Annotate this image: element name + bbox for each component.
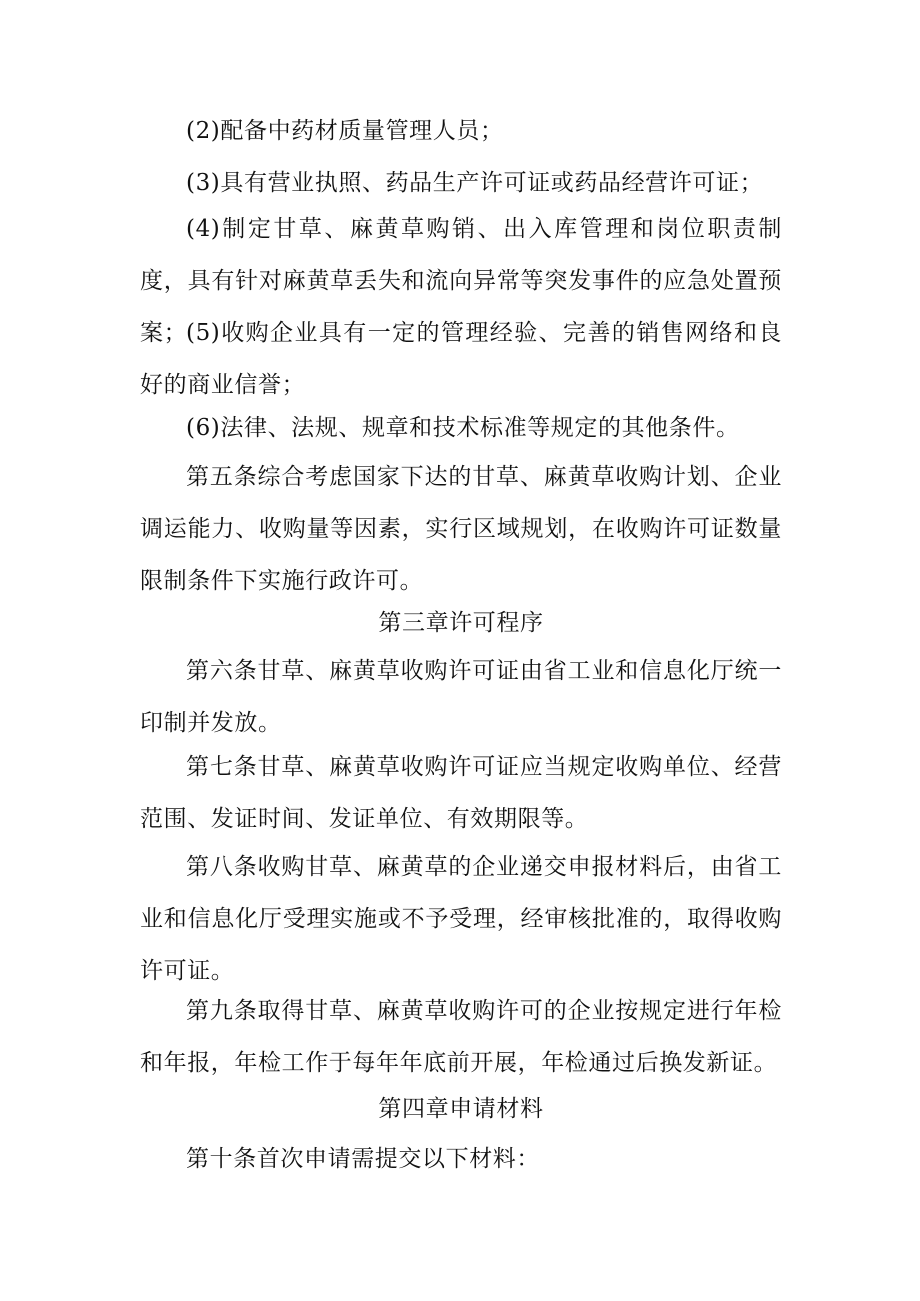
chapter-heading-3: 第三章许可程序 [378, 610, 544, 636]
paragraph-item-2: (2)配备中药材质量管理人员； [186, 118, 504, 144]
paragraph-article-5: 第五条综合考虑国家下达的甘草、麻黄草收购计划、企业调运能力、收购量等因素，实行区域规划，在收购许可证数量限制条件下实施行政许可。 [140, 464, 782, 594]
paragraph-item-4: (4)制定甘草、麻黄草购销、出入库管理和岗位职责制度，具有针对麻黄草丢失和流向异常等突发事件的应急处置预案； [140, 216, 782, 346]
paragraph-article-7: 第七条甘草、麻黄草收购许可证应当规定收购单位、经营范围、发证时间、发证单位、有效期限等。 [140, 754, 782, 832]
paragraph-article-9: 第九条取得甘草、麻黄草收购许可的企业按规定进行年检和年报，年检工作于每年年底前开展，年检通过后换发新证。 [140, 998, 782, 1076]
paragraph-article-6: 第六条甘草、麻黄草收购许可证由省工业和信息化厅统一印制并发放。 [140, 658, 782, 736]
paragraph-item-5: (5)收购企业具有一定的管理经验、完善的销售网络和良好的商业信誉； [140, 320, 782, 398]
paragraph-article-8: 第八条收购甘草、麻黄草的企业递交申报材料后，由省工业和信息化厅受理实施或不予受理，经审核批准的，取得收购许可证。 [140, 854, 782, 984]
paragraph-item-6: (6)法律、法规、规章和技术标准等规定的其他条件。 [186, 415, 740, 441]
paragraph-item-3: (3)具有营业执照、药品生产许可证或药品经营许可证； [186, 170, 764, 196]
chapter-heading-4: 第四章申请材料 [378, 1096, 544, 1122]
paragraph-article-10: 第十条首次申请需提交以下材料： [186, 1146, 540, 1172]
